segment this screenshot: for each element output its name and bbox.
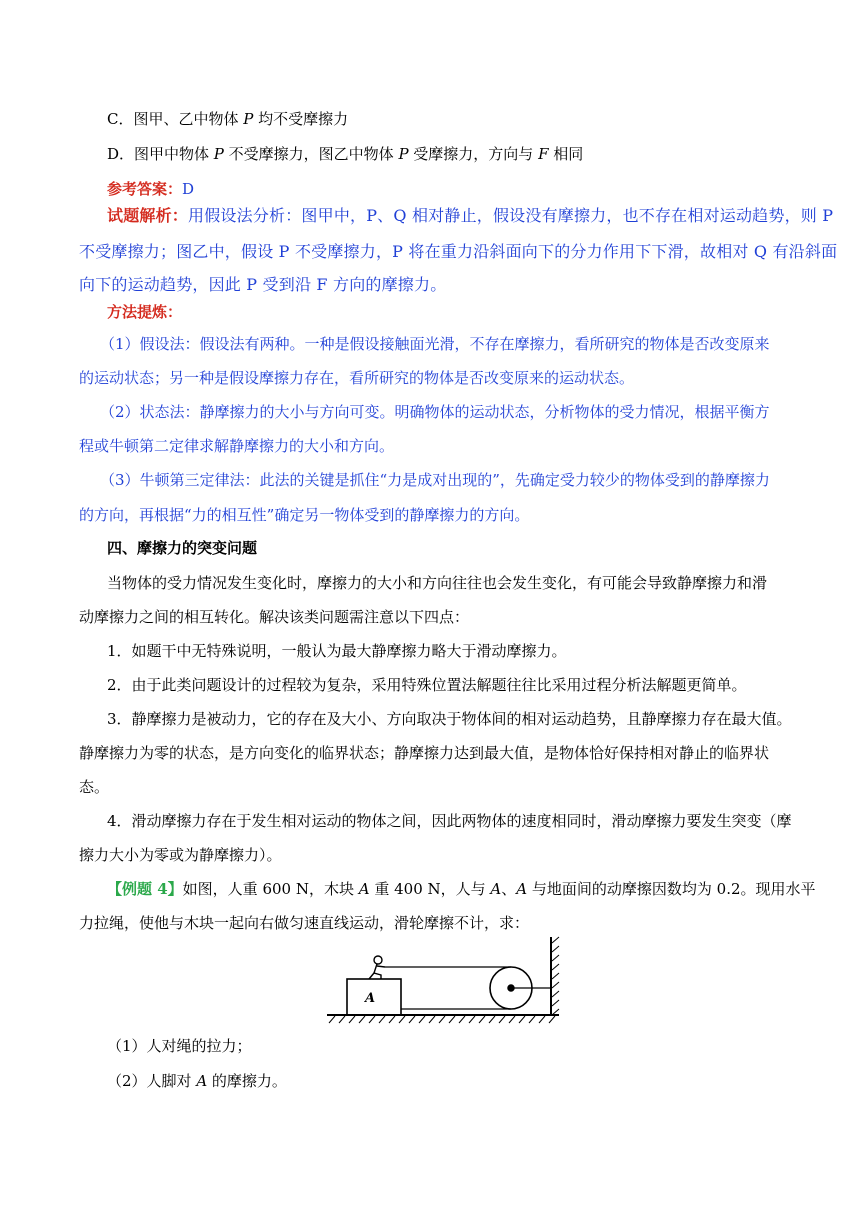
section-intro-line-1: 当物体的受力情况发生变化时，摩擦力的大小和方向往往也会发生变化，有可能会导致静摩擦力和滑 <box>107 574 768 592</box>
method-p1-line-1: （1）假设法：假设法有两种。一种是假设接触面光滑，不存在摩擦力，看所研究的物体是否改变原来 <box>100 335 770 353</box>
example-line-2: 力拉绳，使他与木块一起向右做匀速直线运动，滑轮摩擦不计，求： <box>79 914 530 932</box>
method-p2-line-1: （2）状态法：静摩擦力的大小与方向可变。明确物体的运动状态，分析物体的受力情况，根据平衡方 <box>100 403 770 421</box>
example-label: 【例题 4】 <box>107 880 183 898</box>
analysis-label: 试题解析： <box>107 206 189 225</box>
point-2: 2．由于此类问题设计的过程较为复杂，采用特殊位置法解题往往比采用过程分析法解题更简单。 <box>107 676 747 694</box>
analysis-line-3: 向下的运动趋势，因此 P 受到沿 F 方向的摩擦力。 <box>79 275 447 294</box>
section-heading: 四、摩擦力的突变问题 <box>107 539 258 557</box>
method-p3-line-1: （3）牛顿第三定律法：此法的关键是抓住“力是成对出现的”，先确定受力较少的物体受到的静摩擦力 <box>100 471 770 489</box>
method-p1-line-2: 的运动状态；另一种是假设摩擦力存在，看所研究的物体是否改变原来的运动状态。 <box>79 369 635 387</box>
block-a-label: A <box>364 991 376 1006</box>
method-p2-line-2: 程或牛顿第二定律求解静摩擦力的大小和方向。 <box>79 437 395 455</box>
point-4-line-1: 4．滑动摩擦力存在于发生相对运动的物体之间，因此两物体的速度相同时，滑动摩擦力要发生突变（摩 <box>107 812 792 830</box>
method-p3-line-2: 的方向，再根据“力的相互性”确定另一物体受到的静摩擦力的方向。 <box>79 506 530 524</box>
option-d: D．图甲中物体 P 不受摩擦力，图乙中物体 P 受摩擦力，方向与 F 相同 <box>107 145 584 163</box>
analysis-line-2: 不受摩擦力；图乙中，假设 P 不受摩擦力，P 将在重力沿斜面向下的分力作用下下滑，故相对 Q 有沿斜面 <box>79 242 838 261</box>
ground-hatching <box>329 1016 555 1023</box>
point-3-line-2: 静摩擦力为零的状态，是方向变化的临界状态；静摩擦力达到最大值，是物体恰好保持相对静止的临界状 <box>79 744 770 762</box>
analysis-line-1: 试题解析：用假设法分析：图甲中，P、Q 相对静止，假设没有摩擦力，也不存在相对运动趋势，则 P <box>107 206 834 225</box>
wall-hatching <box>552 937 559 1015</box>
man-figure <box>369 956 385 979</box>
section-intro-line-2: 动摩擦力之间的相互转化。解决该类问题需注意以下四点： <box>79 608 470 626</box>
point-4-line-2: 擦力大小为零或为静摩擦力）。 <box>79 846 282 864</box>
reference-answer <box>107 179 194 199</box>
question-2: （2）人脚对 A 的摩擦力。 <box>107 1072 287 1090</box>
answer-label: 参考答案： <box>107 180 183 198</box>
answer-value: D <box>182 180 195 198</box>
example-line-1: 【例题 4】如图，人重 600 N，木块 A 重 400 N，人与 A、A 与地面间的动摩擦因数均为 0.2。现用水平 <box>107 880 816 898</box>
pulley-axle <box>508 985 514 991</box>
point-1: 1．如题干中无特殊说明，一般认为最大静摩擦力略大于滑动摩擦力。 <box>107 642 567 660</box>
question-1: （1）人对绳的拉力； <box>107 1037 252 1055</box>
option-c: C．图甲、乙中物体 P 均不受摩擦力 <box>107 110 349 128</box>
pulley-figure <box>325 933 575 1033</box>
point-3-line-3: 态。 <box>79 778 110 796</box>
point-3-line-1: 3．静摩擦力是被动力，它的存在及大小、方向取决于物体间的相对运动趋势，且静摩擦力存在最大值。 <box>107 710 792 728</box>
method-label: 方法提炼： <box>107 303 183 321</box>
